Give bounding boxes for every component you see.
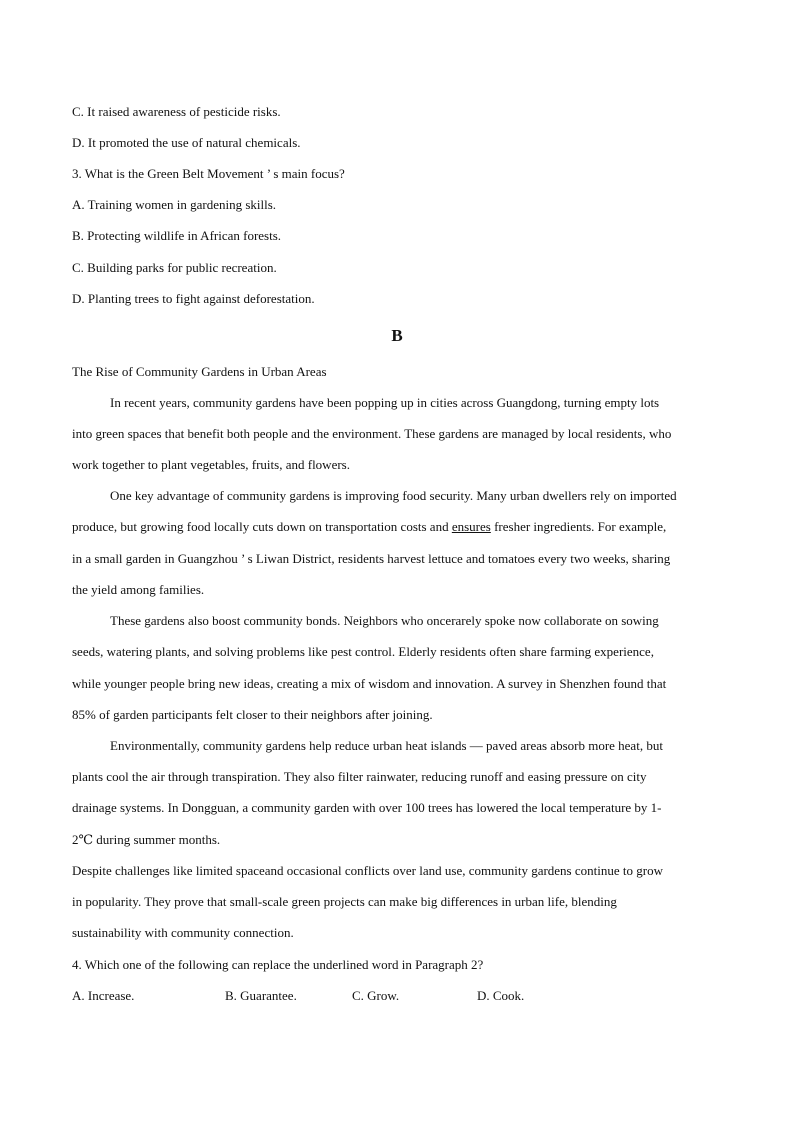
q2-option-d: D. It promoted the use of natural chemicals. bbox=[72, 135, 301, 150]
paragraph-line: in popularity. They prove that small-scale green projects can make big differences in urban life, blending bbox=[72, 894, 617, 909]
q4-option-d: D. Cook. bbox=[477, 988, 525, 1003]
paragraph-line: the yield among families. bbox=[72, 582, 205, 597]
paragraph-line: plants cool the air through transpiration. They also filter rainwater, reducing runoff and easing pressure on city bbox=[72, 769, 647, 784]
q4-question: 4. Which one of the following can replace the underlined word in Paragraph 2? bbox=[72, 957, 484, 972]
paragraph-line: 85% of garden participants felt closer to their neighbors after joining. bbox=[72, 707, 433, 722]
q3-option-b: B. Protecting wildlife in African forests. bbox=[72, 228, 282, 243]
paragraph-line bbox=[72, 519, 666, 535]
q4-option-b: B. Guarantee. bbox=[225, 988, 297, 1003]
text-segment: produce, but growing food locally cuts down on transportation costs and bbox=[72, 519, 452, 534]
paragraph-line: work together to plant vegetables, fruits, and flowers. bbox=[72, 457, 350, 472]
q4-option-a: A. Increase. bbox=[72, 988, 135, 1003]
passage-title: The Rise of Community Gardens in Urban Areas bbox=[72, 364, 327, 379]
paragraph-line: seeds, watering plants, and solving problems like pest control. Elderly residents often share farming experience, bbox=[72, 644, 654, 659]
q3-option-a: A. Training women in gardening skills. bbox=[72, 197, 277, 212]
q3-question: 3. What is the Green Belt Movement ’ s main focus? bbox=[72, 166, 345, 181]
paragraph-line: One key advantage of community gardens is improving food security. Many urban dwellers rely on imported bbox=[110, 488, 677, 503]
q3-option-c: C. Building parks for public recreation. bbox=[72, 260, 277, 275]
paragraph-line: Environmentally, community gardens help reduce urban heat islands — paved areas absorb more heat, but bbox=[110, 738, 663, 753]
paragraph-line: while younger people bring new ideas, creating a mix of wisdom and innovation. A survey in Shenzhen found that bbox=[72, 676, 667, 691]
text-segment: fresher ingredients. For example, bbox=[490, 519, 667, 534]
paragraph-line: Despite challenges like limited spaceand occasional conflicts over land use, community gardens continue to grow bbox=[72, 863, 663, 878]
q3-option-d: D. Planting trees to fight against deforestation. bbox=[72, 291, 315, 306]
paragraph-line: drainage systems. In Dongguan, a community garden with over 100 trees has lowered the local temperature by 1- bbox=[72, 800, 662, 815]
q4-option-c: C. Grow. bbox=[352, 988, 400, 1003]
q2-option-c: C. It raised awareness of pesticide risks. bbox=[72, 104, 281, 119]
paragraph-line: 2℃ during summer months. bbox=[72, 832, 221, 847]
underlined-word: ensures bbox=[451, 519, 491, 534]
paragraph-line: These gardens also boost community bonds. Neighbors who oncerarely spoke now collaborate on sowing bbox=[110, 613, 659, 628]
section-heading: B bbox=[391, 326, 403, 345]
paragraph-line: into green spaces that benefit both people and the environment. These gardens are managed by local residents, who bbox=[72, 426, 672, 441]
paragraph-line: sustainability with community connection. bbox=[72, 925, 294, 940]
paragraph-line: in a small garden in Guangzhou ’ s Liwan District, residents harvest lettuce and tomatoes every two weeks, sharing bbox=[72, 551, 671, 566]
paragraph-line: In recent years, community gardens have been popping up in cities across Guangdong, turning empty lots bbox=[110, 395, 660, 410]
